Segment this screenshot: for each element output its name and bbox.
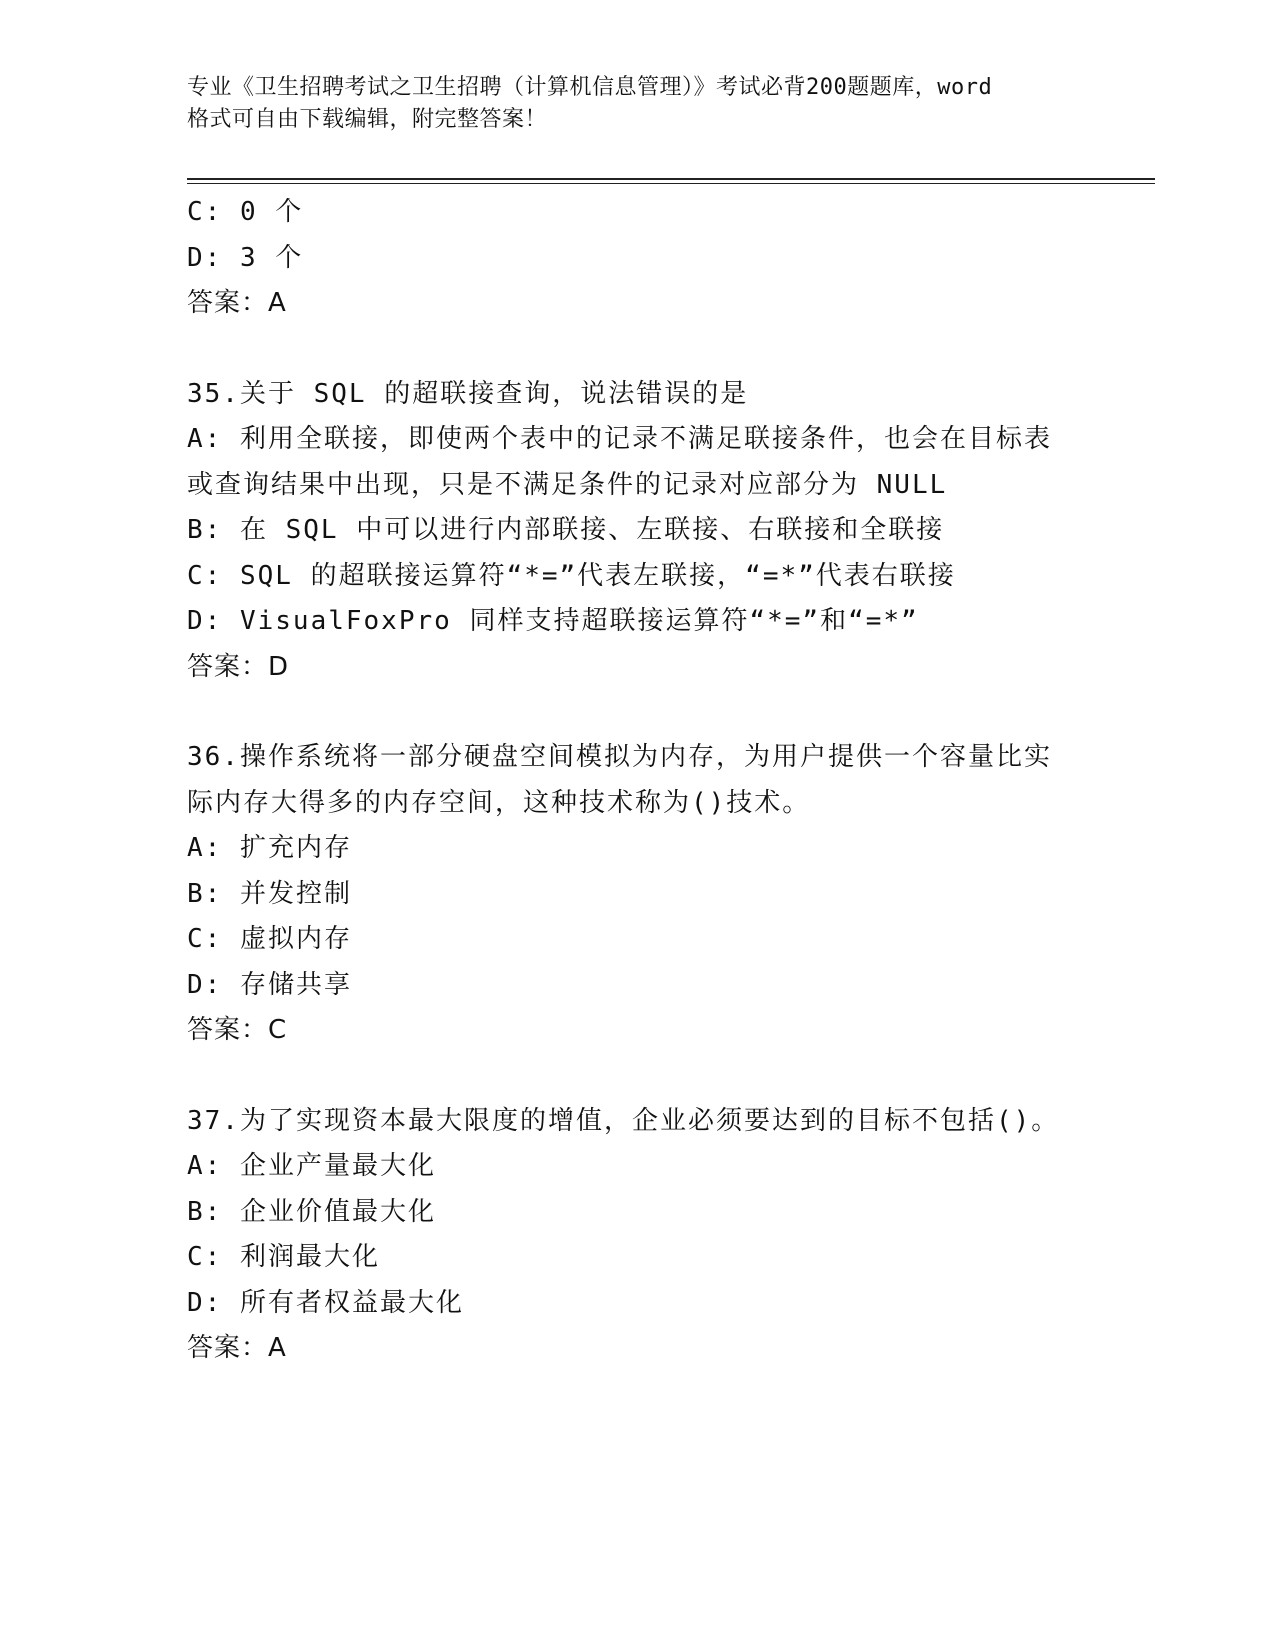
question-gap: [187, 690, 1087, 735]
question-stem-continued: 际内存大得多的内存空间，这种技术称为()技术。: [187, 787, 811, 818]
header-title-line-2: 格式可自由下载编辑，附完整答案！: [187, 107, 548, 132]
document-header: [187, 72, 1092, 136]
option-b: B: 企业价值最大化: [187, 1196, 436, 1227]
question-gap: [187, 327, 1087, 372]
question-35: [187, 372, 1087, 691]
option-d: D: 存储共享: [187, 969, 352, 1000]
option-c: C: 虚拟内存: [187, 924, 352, 954]
option-a: A: 利用全联接，即使两个表中的记录不满足联接条件，也会在目标表: [187, 424, 1052, 454]
option-c: C: 0 个: [187, 197, 304, 227]
option-d: D: VisualFoxPro 同样支持超联接运算符“*=”和“=*”: [187, 606, 919, 636]
option-b: B: 并发控制: [187, 878, 352, 909]
option-d: D: 所有者权益最大化: [187, 1287, 464, 1318]
question-stem: 35.关于 SQL 的超联接查询，说法错误的是: [187, 378, 749, 409]
answer-line: 答案：A: [187, 1333, 287, 1363]
question-stem: 37.为了实现资本最大限度的增值，企业必须要达到的目标不包括()。: [187, 1105, 1060, 1136]
question-37: [187, 1099, 1087, 1372]
question-gap: [187, 1054, 1087, 1099]
answer-line: 答案：C: [187, 1015, 288, 1045]
answer-line: 答案：A: [187, 288, 287, 318]
question-36: [187, 735, 1087, 1054]
option-a: A: 扩充内存: [187, 833, 352, 863]
option-d: D: 3 个: [187, 242, 304, 273]
header-divider-thick: [187, 178, 1155, 180]
option-c: C: 利润最大化: [187, 1242, 380, 1272]
answer-line: 答案：D: [187, 651, 290, 682]
option-c: C: SQL 的超联接运算符“*=”代表左联接，“=*”代表右联接: [187, 560, 956, 591]
option-a: A: 企业产量最大化: [187, 1151, 436, 1181]
question-stem: 36.操作系统将一部分硬盘空间模拟为内存，为用户提供一个容量比实: [187, 742, 1052, 772]
header-title-line-1: 专业《卫生招聘考试之卫生招聘（计算机信息管理）》考试必背200题题库，word: [187, 75, 993, 100]
previous-question-tail: [187, 190, 1087, 327]
option-b: B: 在 SQL 中可以进行内部联接、左联接、右联接和全联接: [187, 515, 945, 545]
option-a-continued: 或查询结果中出现，只是不满足条件的记录对应部分为 NULL: [187, 469, 948, 500]
question-content: [187, 190, 1087, 1372]
header-divider-thin: [187, 183, 1155, 184]
